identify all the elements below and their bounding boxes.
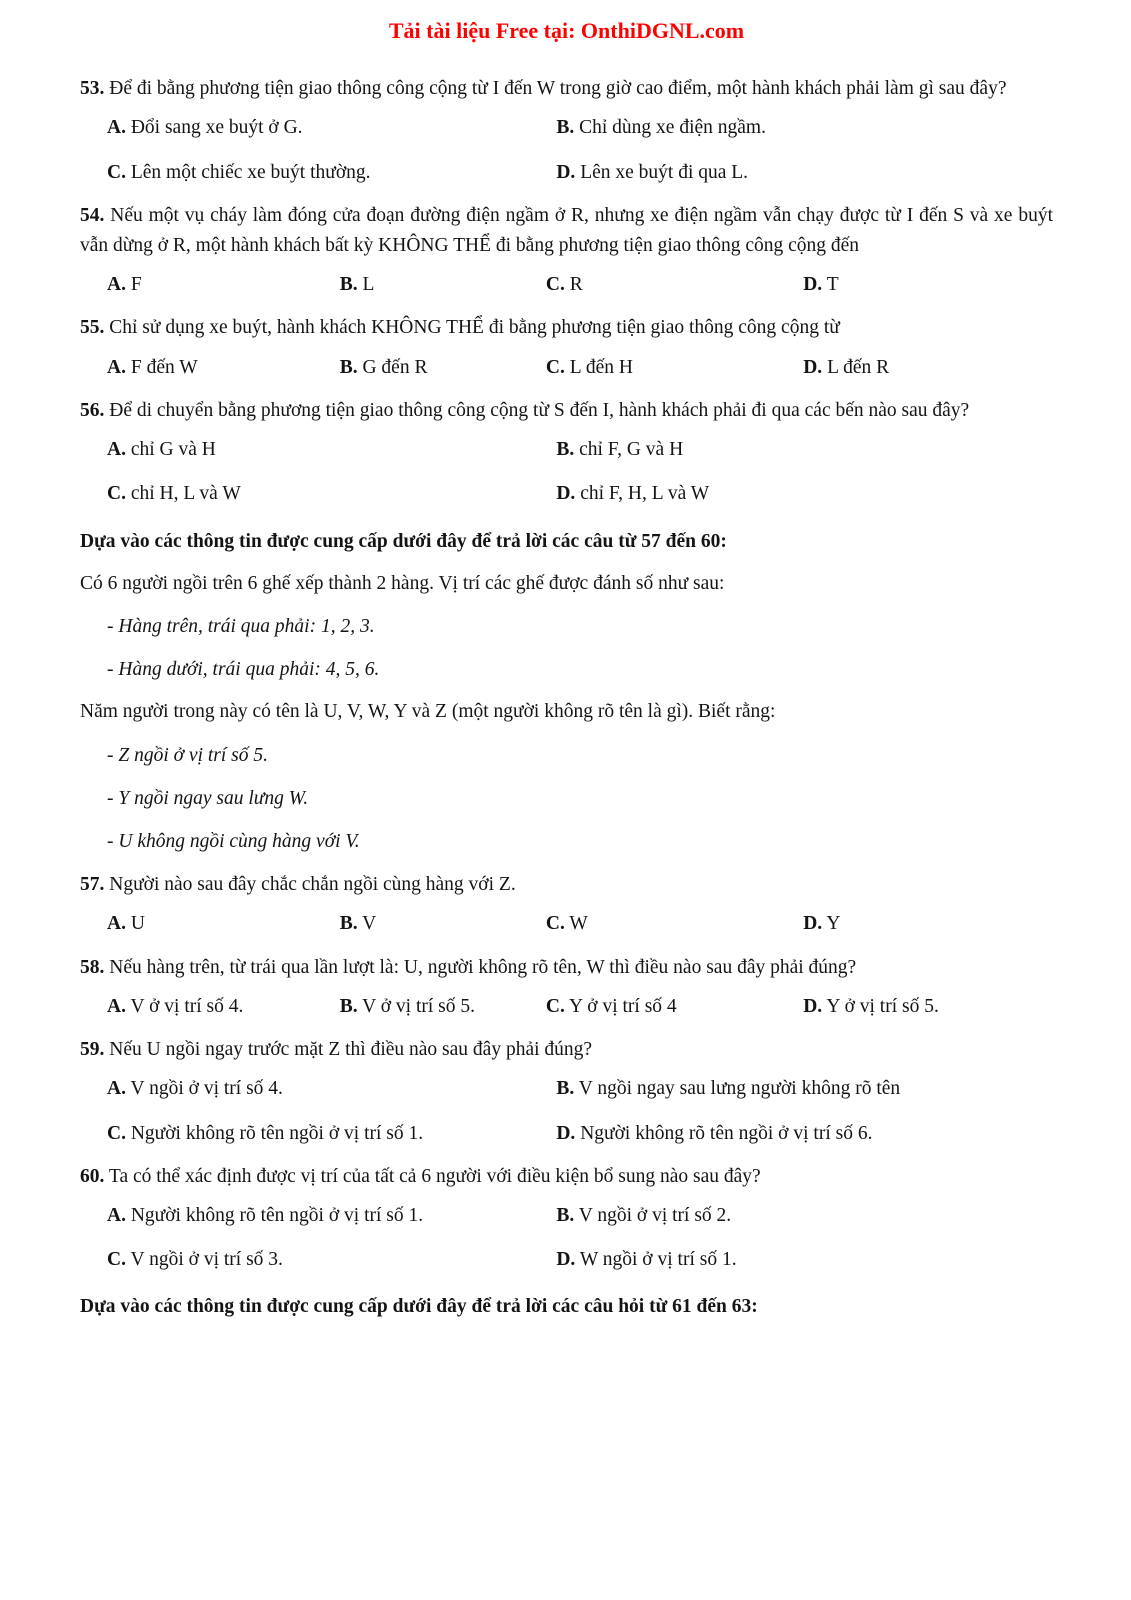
option-text: F	[125, 274, 142, 296]
question-number: 57.	[80, 874, 105, 896]
answer-option	[107, 479, 556, 509]
option-label: D.	[556, 161, 576, 183]
question-block	[80, 201, 1053, 301]
option-text: chỉ F, G và H	[574, 439, 684, 461]
option-text: F đến W	[125, 356, 198, 378]
option-text: T	[822, 274, 839, 296]
info-line: - U không ngồi cùng hàng với V.	[107, 831, 360, 853]
answer-option	[803, 353, 1053, 383]
options-row	[80, 270, 1053, 300]
question-block	[80, 396, 1053, 510]
document-content	[80, 74, 1053, 1323]
question-body: Chỉ sử dụng xe buýt, hành khách KHÔNG THỂ đi bằng phương tiện giao thông công cộng từ	[104, 317, 840, 339]
option-text: V ở vị trí số 5.	[357, 995, 475, 1017]
option-label: B.	[339, 274, 358, 296]
option-text: G đến R	[357, 356, 428, 378]
option-text: V	[357, 913, 377, 935]
answer-option	[546, 909, 803, 939]
option-label: A.	[107, 117, 126, 139]
question-text	[80, 313, 1053, 343]
options-row	[80, 909, 1053, 939]
info-line: - Z ngồi ở vị trí số 5.	[107, 744, 268, 766]
answer-option	[803, 992, 1053, 1022]
answer-option	[546, 353, 803, 383]
option-text: V ở vị trí số 4.	[125, 995, 244, 1017]
answer-option	[546, 992, 803, 1022]
question-number: 53.	[80, 78, 105, 100]
question-text	[80, 953, 1053, 983]
question-number: 56.	[80, 399, 105, 421]
question-block	[80, 313, 1053, 382]
option-text: chỉ F, H, L và W	[575, 483, 710, 505]
option-label: C.	[107, 1249, 126, 1271]
question-body: Để đi bằng phương tiện giao thông công cộng từ I đến W trong giờ cao điểm, một hành khách phải làm gì sau đây?	[104, 78, 1007, 100]
option-text: Y	[822, 913, 841, 935]
option-text: Y ở vị trí số 5.	[822, 995, 939, 1017]
answer-option	[107, 909, 340, 939]
option-label: C.	[107, 1122, 126, 1144]
option-label: B.	[339, 356, 358, 378]
question-body: Người nào sau đây chắc chắn ngồi cùng hàng với Z.	[104, 874, 516, 896]
question-number: 59.	[80, 1039, 105, 1061]
question-text	[80, 201, 1053, 261]
answer-option	[107, 1201, 556, 1231]
answer-option	[107, 1245, 556, 1275]
question-block	[80, 74, 1053, 188]
option-text: Chỉ dùng xe điện ngầm.	[574, 117, 766, 139]
info-line: - Hàng dưới, trái qua phải: 4, 5, 6.	[107, 659, 380, 681]
question-body: Nếu U ngồi ngay trước mặt Z thì điều nào sau đây phải đúng?	[104, 1039, 593, 1061]
option-label: B.	[339, 995, 358, 1017]
section-heading: Dựa vào các thông tin được cung cấp dưới đây để trả lời các câu từ 57 đến 60:	[80, 530, 727, 552]
option-label: C.	[545, 995, 565, 1017]
option-text: W ngồi ở vị trí số 1.	[575, 1249, 737, 1271]
question-text	[80, 870, 1053, 900]
option-label: D.	[803, 356, 823, 378]
paragraph: Năm người trong này có tên là U, V, W, Y và Z (một người không rõ tên là gì). Biết rằng:	[80, 701, 776, 723]
answer-option	[803, 270, 1053, 300]
option-text: Lên một chiếc xe buýt thường.	[125, 161, 371, 183]
question-number: 54.	[80, 204, 105, 226]
option-label: A.	[107, 1205, 126, 1226]
option-label: D.	[556, 1249, 576, 1271]
option-label: A.	[107, 274, 126, 296]
question-number: 58.	[80, 956, 105, 978]
answer-option	[556, 113, 1053, 143]
option-text: V ngồi ở vị trí số 2.	[574, 1205, 732, 1226]
option-text: Y ở vị trí số 4	[564, 995, 677, 1017]
answer-option	[107, 992, 340, 1022]
question-number: 55.	[80, 317, 105, 339]
question-text	[80, 396, 1053, 426]
option-label: C.	[107, 483, 126, 505]
option-text: U	[125, 913, 145, 935]
option-label: A.	[107, 356, 126, 378]
answer-option	[556, 1119, 1053, 1149]
answer-option	[340, 909, 546, 939]
answer-option	[107, 1074, 556, 1104]
answer-option	[556, 1074, 1053, 1104]
options-row	[80, 992, 1053, 1022]
option-label: C.	[545, 274, 565, 296]
answer-option	[556, 158, 1053, 188]
question-body: Để di chuyển bằng phương tiện giao thông công cộng từ S đến I, hành khách phải đi qua các bến nào sau đây?	[104, 399, 970, 421]
question-number: 60.	[80, 1165, 105, 1187]
answer-option	[340, 353, 546, 383]
options-row	[80, 435, 1053, 509]
option-label: D.	[803, 995, 823, 1017]
option-label: A.	[107, 439, 126, 461]
paragraph: Có 6 người ngồi trên 6 ghế xếp thành 2 hàng. Vị trí các ghế được đánh số như sau:	[80, 572, 725, 594]
option-label: B.	[556, 1205, 575, 1226]
question-block	[80, 1035, 1053, 1149]
option-text: L	[357, 274, 375, 296]
option-label: B.	[556, 117, 575, 139]
option-label: C.	[545, 356, 565, 378]
answer-option	[107, 158, 556, 188]
info-line: - Hàng trên, trái qua phải: 1, 2, 3.	[107, 615, 375, 637]
question-body: Nếu một vụ cháy làm đóng cửa đoạn đường điện ngầm ở R, nhưng xe điện ngầm vẫn chạy được từ I đến S và xe buýt vẫn dừng ở R, một hành khách bất kỳ KHÔNG THỂ đi bằng phương tiện giao thông công cộng đến	[80, 204, 1053, 256]
question-body: Nếu hàng trên, từ trái qua lần lượt là: U, người không rõ tên, W thì điều nào sau đây phải đúng?	[104, 956, 857, 978]
question-text	[80, 74, 1053, 104]
question-block	[80, 1162, 1053, 1276]
answer-option	[803, 909, 1053, 939]
option-text: V ngồi ngay sau lưng người không rõ tên	[574, 1078, 901, 1100]
option-text: Người không rõ tên ngồi ở vị trí số 1.	[125, 1122, 424, 1144]
answer-option	[107, 435, 556, 465]
option-text: V ngồi ở vị trí số 3.	[125, 1249, 283, 1271]
option-label: D.	[556, 483, 576, 505]
option-text: Lên xe buýt đi qua L.	[575, 161, 749, 183]
info-line: - Y ngồi ngay sau lưng W.	[107, 787, 309, 809]
answer-option	[556, 1245, 1053, 1275]
question-text	[80, 1035, 1053, 1065]
option-label: A.	[107, 1078, 126, 1100]
option-label: C.	[107, 161, 126, 183]
option-label: A.	[107, 913, 126, 935]
option-text: Đổi sang xe buýt ở G.	[125, 117, 303, 139]
options-row	[80, 113, 1053, 187]
answer-option	[556, 1201, 1053, 1231]
question-block	[80, 953, 1053, 1022]
option-label: B.	[339, 913, 358, 935]
answer-option	[556, 479, 1053, 509]
section-heading: Dựa vào các thông tin được cung cấp dưới đây để trả lời các câu hỏi từ 61 đến 63:	[80, 1296, 758, 1318]
answer-option	[340, 992, 546, 1022]
option-text: L đến H	[564, 356, 633, 378]
option-label: B.	[556, 1078, 575, 1100]
answer-option	[546, 270, 803, 300]
question-block	[80, 870, 1053, 939]
answer-option	[340, 270, 546, 300]
answer-option	[107, 113, 556, 143]
answer-option	[107, 270, 340, 300]
option-text: V ngồi ở vị trí số 4.	[125, 1078, 283, 1100]
answer-option	[107, 1119, 556, 1149]
question-body: Ta có thể xác định được vị trí của tất cả 6 người với điều kiện bổ sung nào sau đây?	[104, 1165, 761, 1187]
option-label: C.	[545, 913, 565, 935]
option-text: chỉ H, L và W	[125, 483, 241, 505]
options-row	[80, 353, 1053, 383]
option-text: chỉ G và H	[125, 439, 216, 461]
option-label: A.	[107, 995, 126, 1017]
options-row	[80, 1074, 1053, 1148]
option-text: W	[564, 913, 588, 935]
options-row	[80, 1201, 1053, 1275]
option-label: D.	[556, 1122, 576, 1144]
answer-option	[556, 435, 1053, 465]
option-text: Người không rõ tên ngồi ở vị trí số 1.	[125, 1205, 424, 1226]
option-text: L đến R	[822, 356, 890, 378]
option-text: R	[564, 274, 583, 296]
option-label: D.	[803, 274, 823, 296]
question-text	[80, 1162, 1053, 1192]
option-label: D.	[803, 913, 823, 935]
option-label: B.	[556, 439, 575, 461]
option-text: Người không rõ tên ngồi ở vị trí số 6.	[575, 1122, 873, 1144]
document-header-link: Tải tài liệu Free tại: OnthiDGNL.com	[388, 18, 745, 43]
answer-option	[107, 353, 340, 383]
